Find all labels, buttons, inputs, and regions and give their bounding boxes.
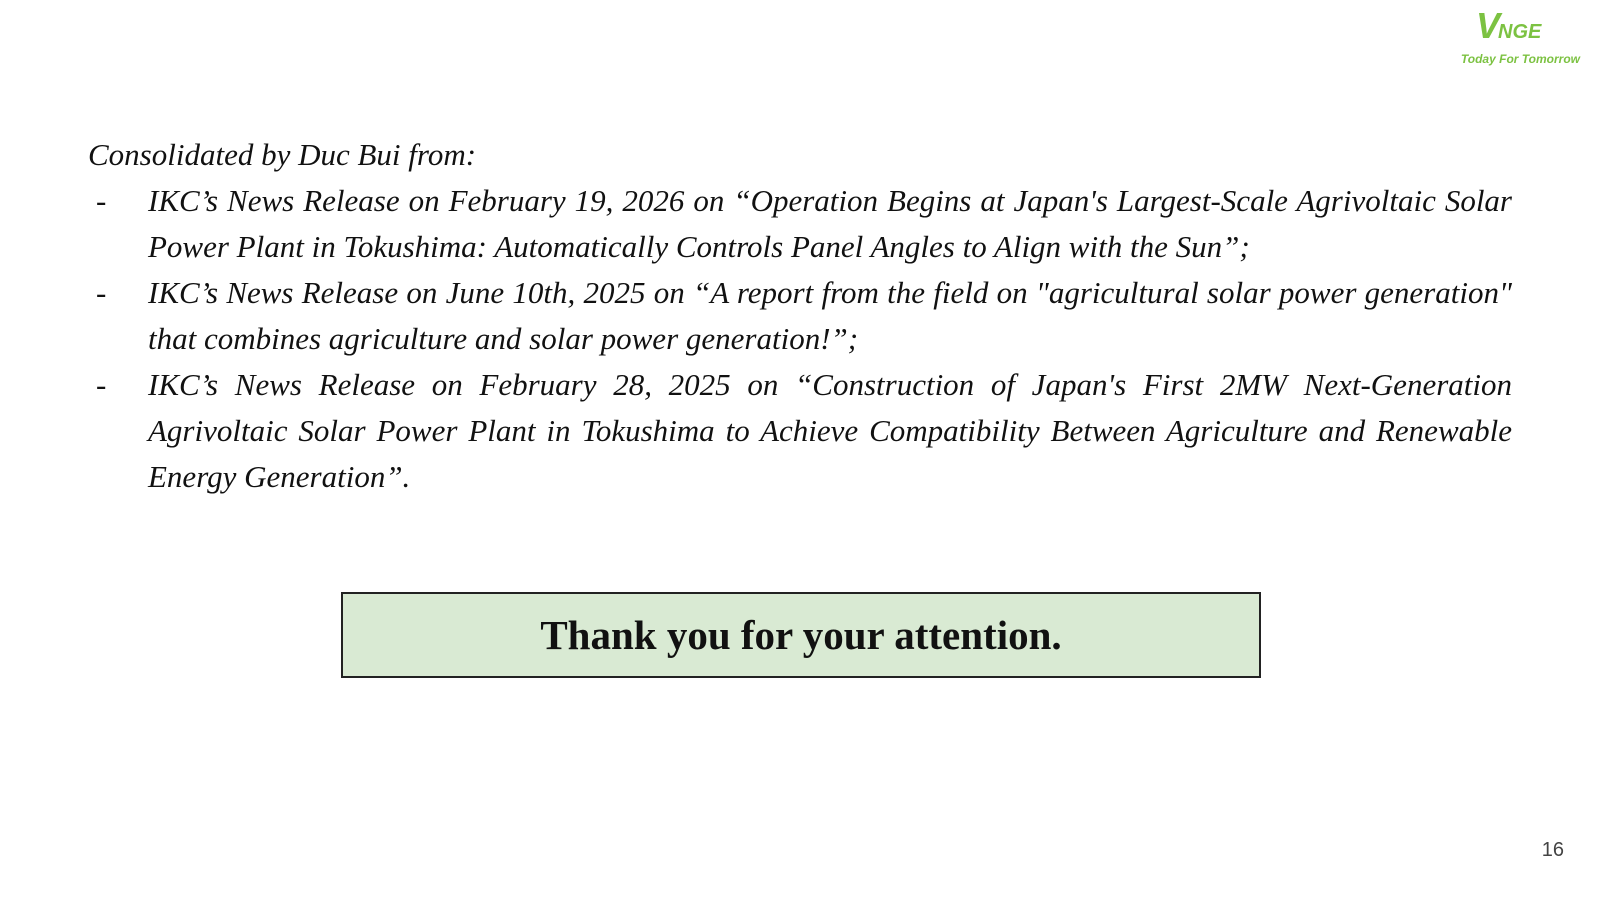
logo-tagline: Today For Tomorrow (1460, 52, 1580, 66)
source-text: IKC’s News Release on June 10th, 2025 on “A report from the field on "agricultural solar power generation" that combines agriculture and solar power generation!”; (148, 275, 1512, 356)
thank-you-text: Thank you for your attention. (540, 612, 1062, 658)
source-text: IKC’s News Release on February 19, 2026 on “Operation Begins at Japan's Largest-Scale Agrivoltaic Solar Power Plant in Tokushima: Automatically Controls Panel Angles to Align with the Sun”; (148, 183, 1512, 264)
intro-line: Consolidated by Duc Bui from: (88, 137, 477, 172)
sources-list (88, 178, 1512, 500)
source-item (88, 362, 1512, 500)
source-text: IKC’s News Release on February 28, 2025 on “Construction of Japan's First 2MW Next-Generation Agrivoltaic Solar Power Plant in Tokushima to Achieve Compatibility Between Agriculture and Renewable Energy Generation”. (148, 367, 1512, 494)
source-item (88, 270, 1512, 362)
logo-mark-v: V (1476, 5, 1499, 46)
sources-section (88, 132, 1512, 500)
bullet-dash: - (96, 367, 107, 402)
source-item (88, 178, 1512, 270)
vnge-logo (1430, 6, 1580, 76)
bullet-dash: - (96, 183, 107, 218)
page-number: 16 (1541, 839, 1564, 861)
logo-mark (1476, 5, 1542, 46)
logo-mark-rest: NGE (1498, 21, 1542, 43)
bullet-dash: - (96, 275, 107, 310)
thank-you-box (341, 592, 1261, 678)
